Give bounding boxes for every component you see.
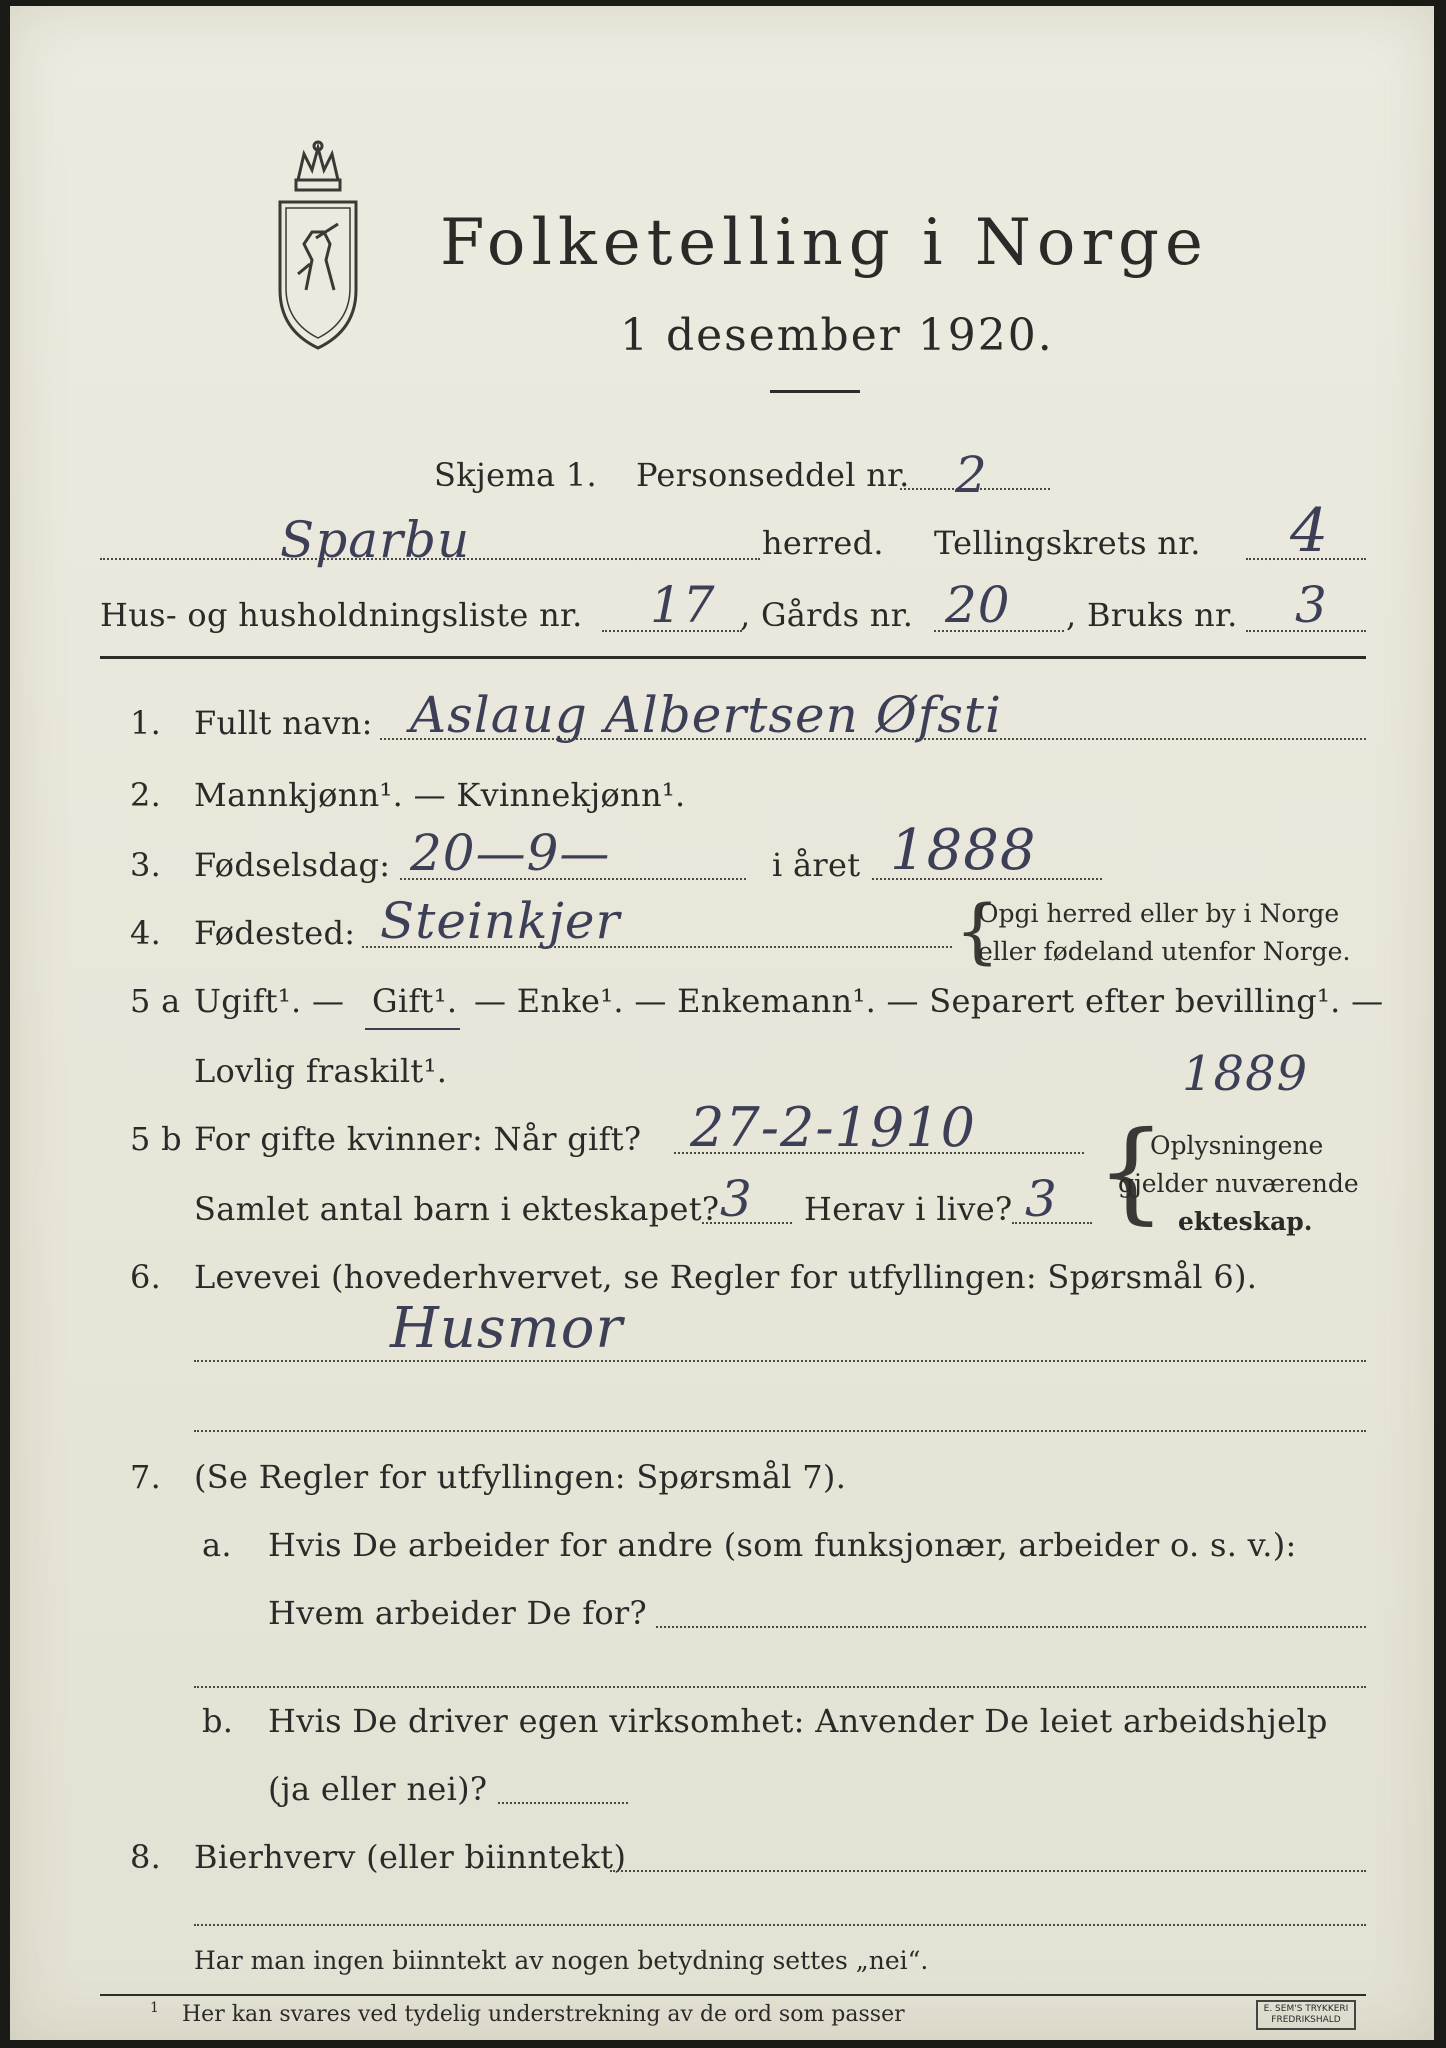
herred-value: Sparbu — [280, 511, 471, 569]
q6-value: Husmor — [390, 1296, 624, 1361]
q3-year-label: i året — [772, 846, 861, 884]
q4-brace: { — [955, 890, 1000, 972]
q5a-fraskilt: Lovlig fraskilt¹. — [194, 1052, 448, 1090]
skjema-label: Skjema 1. — [434, 456, 597, 494]
bruks-value: 3 — [1295, 576, 1328, 634]
q5a-gift-underline — [365, 1028, 460, 1030]
q5a-number: 5 a — [130, 982, 181, 1020]
q5b-extra-year: 1889 — [1182, 1046, 1309, 1102]
q5a-ugift: Ugift¹. — — [194, 982, 345, 1020]
q4-number: 4. — [130, 914, 162, 952]
q8-field-2 — [194, 1924, 1366, 1926]
q5b-note-1: Oplysningene — [1150, 1131, 1324, 1160]
census-form-sheet — [10, 6, 1434, 2040]
q1-value: Aslaug Albertsen Øfsti — [410, 686, 1002, 744]
header-divider — [100, 656, 1366, 659]
q7b-line1: Hvis De driver egen virksomhet: Anvender De leiet arbeidshjelp — [268, 1702, 1328, 1740]
q5b-note-3: ekteskap. — [1178, 1207, 1313, 1236]
q3-day-value: 20—9— — [410, 824, 611, 882]
q5b-children-value: 3 — [720, 1170, 753, 1228]
title-divider — [770, 390, 860, 393]
footnote-mark: 1 — [150, 2000, 159, 2016]
q8-number: 8. — [130, 1838, 162, 1876]
q7-label: (Se Regler for utfyllingen: Spørsmål 7). — [194, 1458, 847, 1496]
q7a-field-2 — [194, 1686, 1366, 1688]
q7b-marker: b. — [202, 1702, 234, 1740]
q5b-note-2: gjelder nuværende — [1118, 1169, 1359, 1198]
q6-label: Levevei (hovederhvervet, se Regler for utfyllingen: Spørsmål 6). — [194, 1258, 1258, 1296]
q7b-field — [498, 1802, 628, 1804]
q4-label: Fødested: — [194, 914, 356, 952]
q7a-field-1 — [656, 1626, 1366, 1628]
q5b-alive-value: 3 — [1025, 1170, 1058, 1228]
q4-note-1: Opgi herred eller by i Norge — [978, 899, 1340, 928]
q5a-gift: Gift¹. — [372, 982, 458, 1020]
footer-divider — [100, 1994, 1366, 1996]
q1-number: 1. — [130, 704, 162, 742]
personseddel-value: 2 — [955, 446, 988, 504]
gards-label: , Gårds nr. — [740, 596, 914, 634]
bruks-label: , Bruks nr. — [1066, 596, 1238, 634]
footnote-text: Her kan svares ved tydelig understrekning av de ord som passer — [182, 2002, 905, 2027]
herred-label: herred. — [762, 524, 884, 562]
q5b-number: 5 b — [130, 1120, 182, 1158]
q8-field-1 — [610, 1870, 1366, 1872]
coat-of-arms-icon — [268, 140, 368, 354]
q5a-options: — Enke¹. — Enkemann¹. — Separert efter bevilling¹. — — [474, 982, 1384, 1020]
q4-value: Steinkjer — [380, 892, 621, 950]
husliste-label: Hus- og husholdningsliste nr. — [100, 596, 583, 634]
q5b-brace: { — [1096, 1107, 1166, 1235]
q3-label: Fødselsdag: — [194, 846, 391, 884]
q5b-alive-label: Herav i live? — [804, 1190, 1013, 1228]
q8-label: Bierhverv (eller biinntekt) — [194, 1838, 627, 1876]
q7-number: 7. — [130, 1458, 162, 1496]
q6-number: 6. — [130, 1258, 162, 1296]
q7a-line1: Hvis De arbeider for andre (som funksjonær, arbeider o. s. v.): — [268, 1526, 1297, 1564]
q5b-children-label: Samlet antal barn i ekteskapet? — [194, 1190, 720, 1228]
census-date: 1 desember 1920. — [620, 310, 1054, 361]
q5b-label: For gifte kvinner: Når gift? — [194, 1120, 642, 1158]
q6-field-1 — [194, 1360, 1366, 1362]
tellingskrets-label: Tellingskrets nr. — [934, 524, 1201, 562]
q7a-marker: a. — [202, 1526, 232, 1564]
q3-year-value: 1888 — [890, 818, 1037, 883]
q7a-line2: Hvem arbeider De for? — [268, 1594, 647, 1632]
tellingskrets-value: 4 — [1290, 496, 1330, 566]
husliste-value: 17 — [650, 576, 716, 634]
gards-value: 20 — [945, 576, 1011, 634]
q7b-line2: (ja eller nei)? — [268, 1770, 488, 1808]
q2-label: Mannkjønn¹. — Kvinnekjønn¹. — [194, 776, 686, 814]
printer-stamp: E. SEM'S TRYKKERI FREDRIKSHALD — [1256, 2000, 1356, 2030]
q5b-date-value: 27-2-1910 — [690, 1096, 976, 1159]
footer-note: Har man ingen biinntekt av nogen betydning settes „nei“. — [194, 1946, 929, 1975]
q4-note-2: eller fødeland utenfor Norge. — [978, 937, 1351, 966]
q6-field-2 — [194, 1430, 1366, 1432]
q3-number: 3. — [130, 846, 162, 884]
q1-label: Fullt navn: — [194, 704, 373, 742]
q2-number: 2. — [130, 776, 162, 814]
form-title: Folketelling i Norge — [440, 206, 1209, 280]
personseddel-label: Personseddel nr. — [636, 456, 910, 494]
